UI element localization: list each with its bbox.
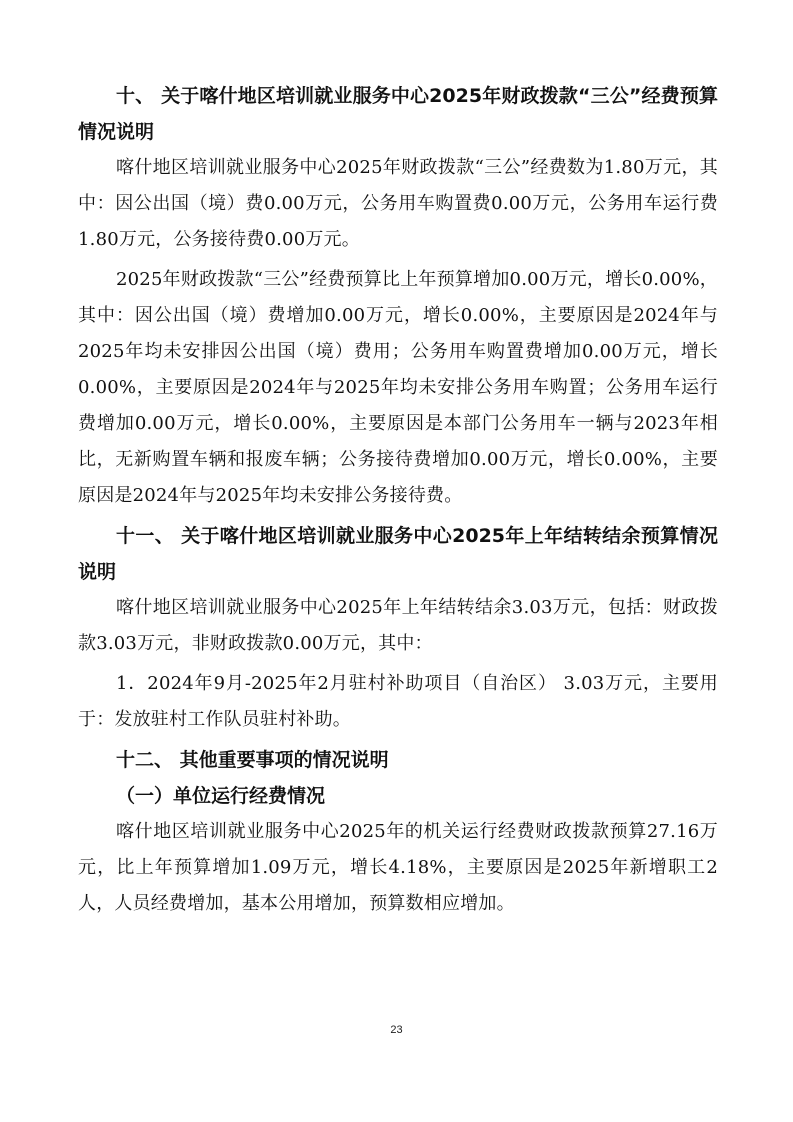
section-eleven-paragraph-1: 喀什地区培训就业服务中心2025年上年结转结余3.03万元，包括：财政拨款3.03万元，非财政拨款0.00万元，其中： xyxy=(78,597,718,654)
section-ten-paragraph-1: 喀什地区培训就业服务中心2025年财政拨款“三公”经费数为1.80万元，其中：因公出国（境）费0.00万元，公务用车购置费0.00万元，公务用车运行费1.80万元，公务接待费0.00万元。 xyxy=(78,157,718,250)
page-number: 23 xyxy=(390,1024,403,1036)
document-body xyxy=(78,78,718,922)
section-twelve-paragraph-1: 喀什地区培训就业服务中心2025年的机关运行经费财政拨款预算27.16万元，比上年预算增加1.09万元，增长4.18%，主要原因是2025年新增职工2人，人员经费增加，基本公用增加，预算数相应增加。 xyxy=(78,821,718,914)
section-twelve-subheading: （一）单位运行经费情况 xyxy=(116,785,326,807)
section-eleven-heading: 十一、 关于喀什地区培训就业服务中心2025年上年结转结余预算情况说明 xyxy=(78,525,718,583)
section-eleven-paragraph-2: 1．2024年9月-2025年2月驻村补助项目（自治区） 3.03万元，主要用于：发放驻村工作队员驻村补助。 xyxy=(78,673,718,730)
section-ten-paragraph-2: 2025年财政拨款“三公”经费预算比上年预算增加0.00万元，增长0.00%，其中：因公出国（境）费增加0.00万元，增长0.00%，主要原因是2024年与2025年均未安排因公出国（境）费用；公务用车购置费增加0.00万元，增长0.00%，主要原因是2024年与2025年均未安排公务用车购置；公务用车运行费增加0.00万元，增长0.00%，主要原因是本部门公务用车一辆与2023年相比，无新购置车辆和报废车辆；公务接待费增加0.00万元，增长0.00%，主要原因是2024年与2025年均未安排公务接待费。 xyxy=(78,269,718,506)
section-twelve-heading: 十二、 其他重要事项的情况说明 xyxy=(116,749,389,771)
section-ten-heading: 十、 关于喀什地区培训就业服务中心2025年财政拨款“三公”经费预算情况说明 xyxy=(78,85,718,143)
